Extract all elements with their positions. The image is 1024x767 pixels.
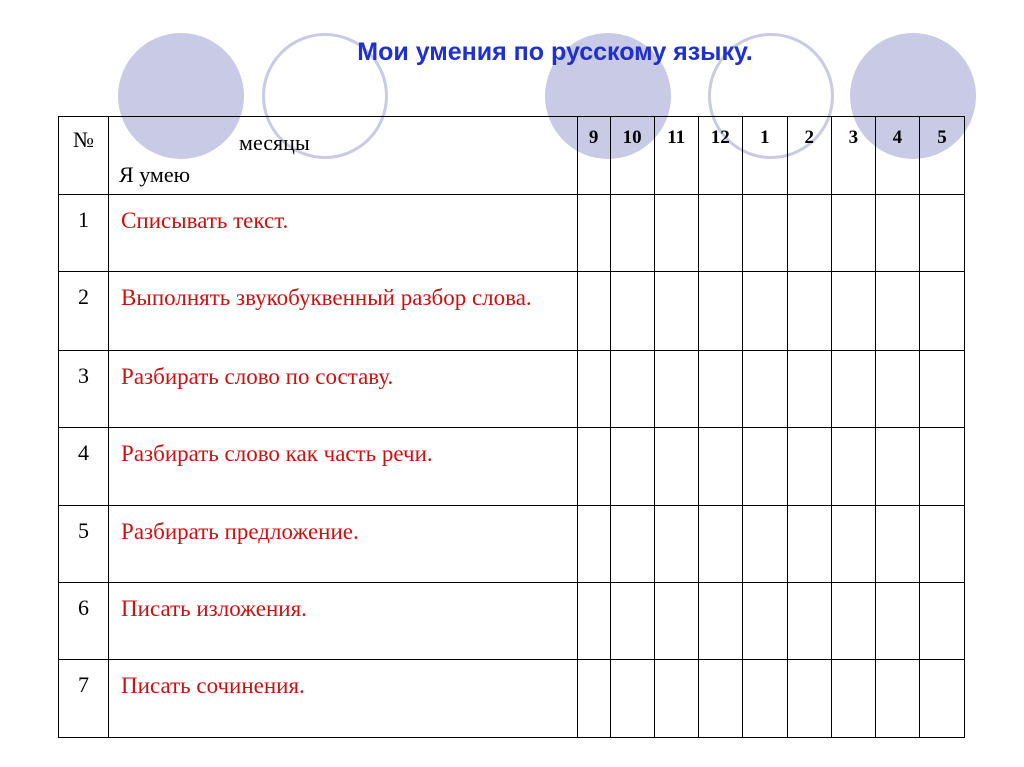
row-number: 6 — [59, 582, 109, 659]
skill-text: Разбирать слово по составу. — [109, 351, 578, 428]
table-row — [59, 659, 965, 737]
month-mark-cell[interactable] — [577, 659, 610, 737]
month-mark-cell[interactable] — [787, 659, 831, 737]
month-mark-cell[interactable] — [698, 582, 742, 659]
month-mark-cell[interactable] — [831, 428, 875, 505]
month-mark-cell[interactable] — [919, 272, 964, 351]
month-mark-cell[interactable] — [919, 195, 964, 272]
row-number: 2 — [59, 272, 109, 351]
month-mark-cell[interactable] — [742, 505, 787, 582]
row-number: 1 — [59, 195, 109, 272]
month-mark-cell[interactable] — [577, 272, 610, 351]
month-mark-cell[interactable] — [831, 582, 875, 659]
month-mark-cell[interactable] — [654, 272, 698, 351]
month-mark-cell[interactable] — [919, 582, 964, 659]
month-mark-cell[interactable] — [919, 659, 964, 737]
row-number: 3 — [59, 351, 109, 428]
table-row — [59, 582, 965, 659]
row-number: 4 — [59, 428, 109, 505]
month-mark-cell[interactable] — [698, 351, 742, 428]
skills-label: Я умею — [119, 162, 191, 187]
month-mark-cell[interactable] — [919, 505, 964, 582]
month-mark-cell[interactable] — [610, 659, 654, 737]
month-mark-cell[interactable] — [577, 351, 610, 428]
month-header: 2 — [787, 117, 831, 195]
month-mark-cell[interactable] — [577, 582, 610, 659]
month-mark-cell[interactable] — [742, 195, 787, 272]
table-row — [59, 195, 965, 272]
skill-text: Писать изложения. — [109, 582, 578, 659]
month-header: 3 — [831, 117, 875, 195]
month-mark-cell[interactable] — [698, 195, 742, 272]
month-mark-cell[interactable] — [698, 428, 742, 505]
month-mark-cell[interactable] — [875, 272, 919, 351]
month-mark-cell[interactable] — [577, 428, 610, 505]
page-title: Мои умения по русскому языку. — [357, 38, 753, 66]
month-mark-cell[interactable] — [787, 351, 831, 428]
month-mark-cell[interactable] — [654, 195, 698, 272]
number-header: № — [59, 117, 109, 195]
month-mark-cell[interactable] — [654, 505, 698, 582]
month-mark-cell[interactable] — [787, 582, 831, 659]
month-header: 1 — [742, 117, 787, 195]
month-mark-cell[interactable] — [831, 659, 875, 737]
skill-text: Разбирать предложение. — [109, 505, 578, 582]
table-row — [59, 505, 965, 582]
month-header: 4 — [875, 117, 919, 195]
month-mark-cell[interactable] — [787, 195, 831, 272]
month-mark-cell[interactable] — [875, 351, 919, 428]
month-header: 11 — [654, 117, 698, 195]
month-mark-cell[interactable] — [610, 582, 654, 659]
month-mark-cell[interactable] — [654, 351, 698, 428]
month-header: 5 — [919, 117, 964, 195]
month-mark-cell[interactable] — [831, 505, 875, 582]
table-row — [59, 351, 965, 428]
month-mark-cell[interactable] — [577, 195, 610, 272]
month-mark-cell[interactable] — [742, 582, 787, 659]
month-mark-cell[interactable] — [698, 659, 742, 737]
month-mark-cell[interactable] — [654, 428, 698, 505]
month-mark-cell[interactable] — [698, 272, 742, 351]
month-header: 12 — [698, 117, 742, 195]
skill-text: Выполнять звукобуквенный разбор слова. — [109, 272, 578, 351]
table-row — [59, 272, 965, 351]
month-mark-cell[interactable] — [875, 659, 919, 737]
table-row — [59, 428, 965, 505]
month-mark-cell[interactable] — [831, 195, 875, 272]
row-number: 5 — [59, 505, 109, 582]
month-mark-cell[interactable] — [831, 272, 875, 351]
skill-text: Списывать текст. — [109, 195, 578, 272]
month-mark-cell[interactable] — [875, 428, 919, 505]
month-mark-cell[interactable] — [698, 505, 742, 582]
skills-header — [109, 117, 578, 195]
month-mark-cell[interactable] — [742, 428, 787, 505]
month-mark-cell[interactable] — [577, 505, 610, 582]
month-mark-cell[interactable] — [875, 195, 919, 272]
month-mark-cell[interactable] — [610, 195, 654, 272]
month-mark-cell[interactable] — [787, 428, 831, 505]
months-label: месяцы — [239, 130, 310, 155]
month-mark-cell[interactable] — [654, 582, 698, 659]
month-mark-cell[interactable] — [610, 272, 654, 351]
skills-table — [58, 116, 965, 738]
month-mark-cell[interactable] — [742, 272, 787, 351]
month-mark-cell[interactable] — [610, 351, 654, 428]
month-header: 10 — [610, 117, 654, 195]
month-mark-cell[interactable] — [919, 428, 964, 505]
month-mark-cell[interactable] — [654, 659, 698, 737]
month-mark-cell[interactable] — [787, 505, 831, 582]
month-mark-cell[interactable] — [875, 582, 919, 659]
month-mark-cell[interactable] — [610, 428, 654, 505]
month-mark-cell[interactable] — [919, 351, 964, 428]
month-mark-cell[interactable] — [831, 351, 875, 428]
skill-text: Писать сочинения. — [109, 659, 578, 737]
month-mark-cell[interactable] — [875, 505, 919, 582]
month-mark-cell[interactable] — [742, 351, 787, 428]
month-mark-cell[interactable] — [610, 505, 654, 582]
table-header-row — [59, 117, 965, 195]
month-mark-cell[interactable] — [742, 659, 787, 737]
row-number: 7 — [59, 659, 109, 737]
month-header: 9 — [577, 117, 610, 195]
skill-text: Разбирать слово как часть речи. — [109, 428, 578, 505]
month-mark-cell[interactable] — [787, 272, 831, 351]
